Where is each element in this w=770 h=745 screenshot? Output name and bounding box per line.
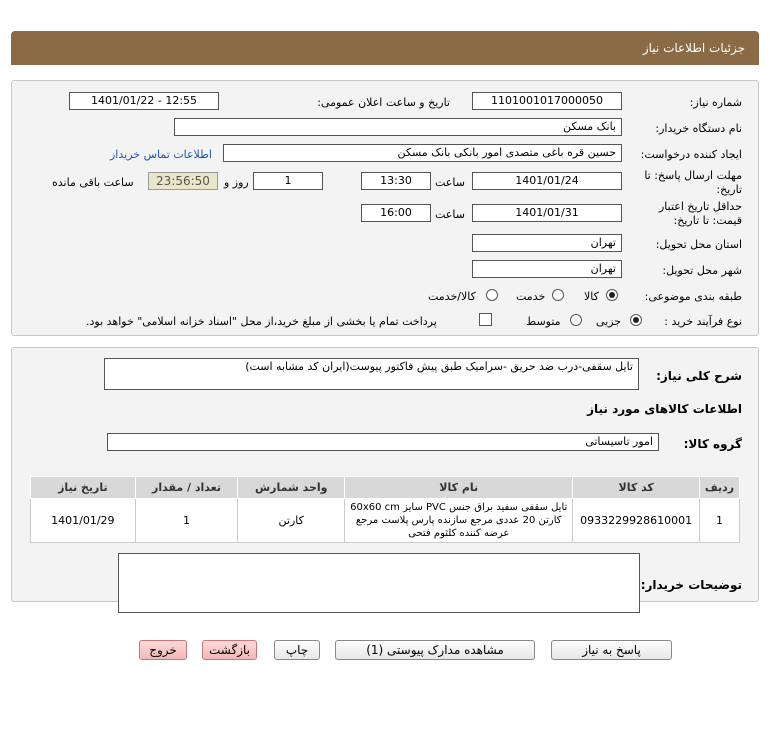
category-option-goods-service: کالا/خدمت bbox=[428, 290, 476, 303]
category-option-goods: کالا bbox=[584, 290, 599, 303]
validity-time-label: ساعت bbox=[435, 208, 465, 221]
view-attachments-button[interactable]: مشاهده مدارک پیوستی (1) bbox=[335, 640, 535, 660]
buyer-notes-label: توضیحات خریدار: bbox=[640, 578, 742, 592]
category-label: طبقه بندی موضوعی: bbox=[644, 290, 742, 303]
category-radio-goods-service[interactable] bbox=[486, 289, 498, 301]
need-number-field: 1101001017000050 bbox=[472, 92, 622, 110]
reply-button[interactable]: پاسخ به نیاز bbox=[551, 640, 672, 660]
deadline-time-field: 13:30 bbox=[361, 172, 431, 190]
remaining-label: ساعت باقی مانده bbox=[52, 176, 134, 189]
validity-date-field: 1401/01/31 bbox=[472, 204, 622, 222]
description-label: شرح کلی نیاز: bbox=[656, 369, 742, 383]
province-field: تهران bbox=[472, 234, 622, 252]
validity-time-field: 16:00 bbox=[361, 204, 431, 222]
exit-button[interactable]: خروج bbox=[139, 640, 187, 660]
page-header bbox=[11, 31, 759, 65]
goods-table bbox=[30, 476, 740, 543]
cell-row: 1 bbox=[700, 499, 740, 543]
page-title: جزئیات اطلاعات نیاز bbox=[642, 41, 745, 55]
process-radio-medium[interactable] bbox=[570, 314, 582, 326]
validity-label-1: حداقل تاریخ اعتبار bbox=[658, 200, 742, 213]
treasury-payment-note: پرداخت تمام یا بخشی از مبلغ خرید،از محل "اسناد خزانه اسلامی" خواهد بود. bbox=[86, 315, 437, 328]
col-name: نام کالا bbox=[345, 477, 573, 499]
cell-qty: 1 bbox=[135, 499, 238, 543]
deadline-date-field: 1401/01/24 bbox=[472, 172, 622, 190]
days-label: روز و bbox=[224, 176, 249, 189]
process-radio-minor[interactable] bbox=[630, 314, 642, 326]
creator-label: ایجاد کننده درخواست: bbox=[640, 148, 742, 161]
deadline-label-1: مهلت ارسال پاسخ: تا bbox=[644, 169, 742, 182]
city-label: شهر محل تحویل: bbox=[662, 264, 742, 277]
col-qty: تعداد / مقدار bbox=[135, 477, 238, 499]
buyer-field: بانک مسکن bbox=[174, 118, 622, 136]
buyer-notes-field bbox=[118, 553, 640, 613]
days-field: 1 bbox=[253, 172, 323, 190]
cell-date: 1401/01/29 bbox=[31, 499, 136, 543]
contact-buyer-link[interactable]: اطلاعات تماس خریدار bbox=[110, 148, 212, 161]
col-row: ردیف bbox=[700, 477, 740, 499]
cell-unit: کارتن bbox=[238, 499, 345, 543]
category-radio-service[interactable] bbox=[552, 289, 564, 301]
goods-section-title: اطلاعات کالاهای مورد نیاز bbox=[587, 402, 742, 416]
validity-label-2: قیمت: تا تاریخ: bbox=[673, 214, 742, 227]
col-unit: واحد شمارش bbox=[238, 477, 345, 499]
process-option-medium: متوسط bbox=[526, 315, 561, 328]
goods-group-field: امور تاسیساتی bbox=[107, 433, 659, 451]
announce-label: تاریخ و ساعت اعلان عمومی: bbox=[317, 96, 450, 109]
category-radio-goods[interactable] bbox=[606, 289, 618, 301]
province-label: استان محل تحویل: bbox=[655, 238, 742, 251]
buyer-label: نام دستگاه خریدار: bbox=[655, 122, 742, 135]
col-date: تاریخ نیاز bbox=[31, 477, 136, 499]
deadline-time-label: ساعت bbox=[435, 176, 465, 189]
announce-field: 1401/01/22 - 12:55 bbox=[69, 92, 219, 110]
process-label: نوع فرآیند خرید : bbox=[664, 315, 742, 328]
city-field: تهران bbox=[472, 260, 622, 278]
print-button[interactable]: چاپ bbox=[274, 640, 320, 660]
creator-field: حسین قره باغی متصدی امور بانکی بانک مسکن bbox=[223, 144, 622, 162]
back-button[interactable]: بازگشت bbox=[202, 640, 257, 660]
cell-name: تایل سقفی سفید براق جنس PVC سایز 60x60 cm کارتن 20 عددی مرجع سازنده پارس پلاست مرجع عرضه کننده کلثوم فتحی bbox=[345, 499, 573, 543]
table-row bbox=[31, 499, 740, 543]
need-number-label: شماره نیاز: bbox=[689, 96, 742, 109]
remaining-timer: 23:56:50 bbox=[148, 172, 218, 190]
deadline-label-2: تاریخ: bbox=[716, 183, 742, 196]
col-code: کد کالا bbox=[573, 477, 700, 499]
process-option-minor: جزیی bbox=[596, 315, 622, 328]
goods-group-label: گروه کالا: bbox=[683, 437, 742, 451]
goods-table-header bbox=[31, 477, 740, 499]
treasury-payment-checkbox[interactable] bbox=[479, 313, 492, 326]
category-option-service: خدمت bbox=[516, 290, 546, 303]
description-field: تایل سقفی-درب ضد حریق -سرامیک طبق پیش فاکتور پیوست(ایران کد مشابه است) bbox=[104, 358, 639, 390]
cell-code: 0933229928610001 bbox=[573, 499, 700, 543]
